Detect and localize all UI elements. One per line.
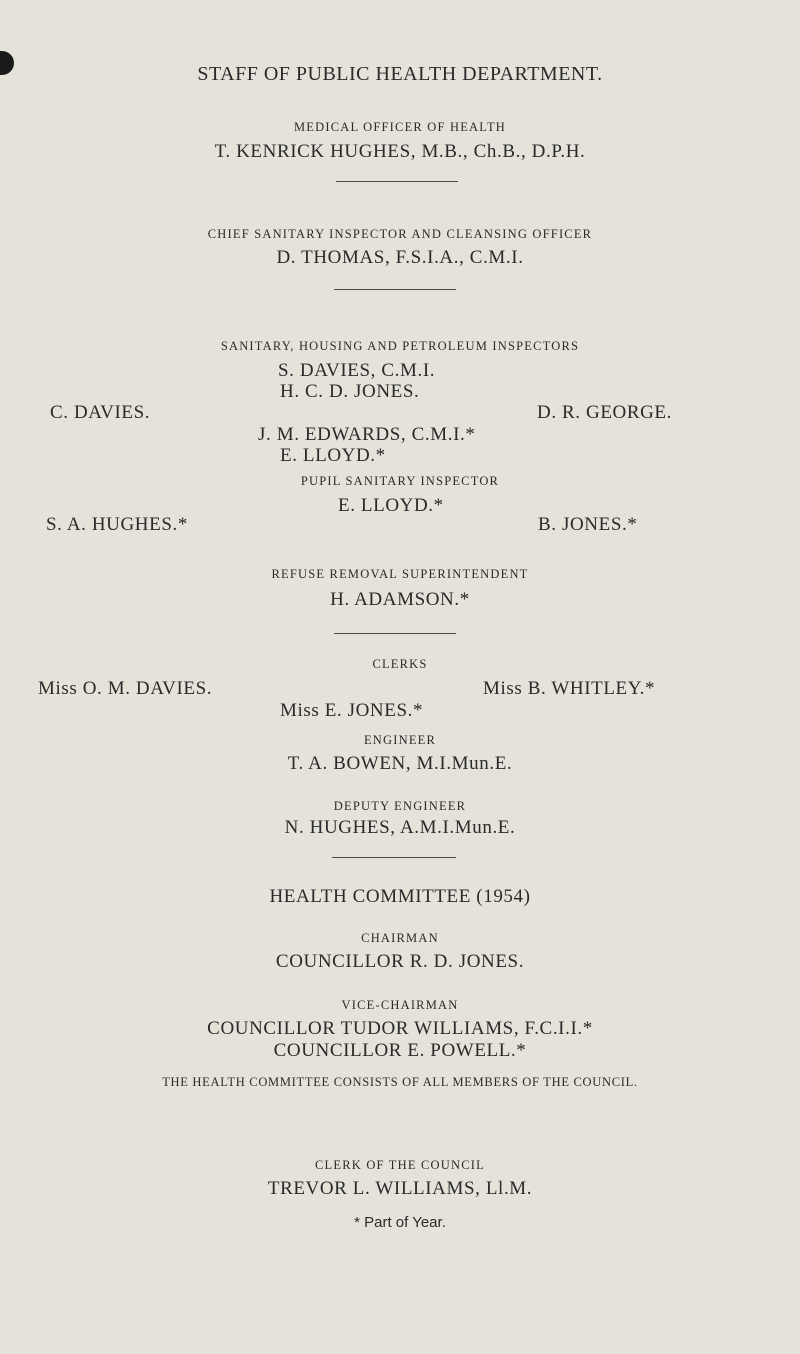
inspector-name: H. C. D. JONES.: [280, 381, 420, 402]
council-clerk-name: TREVOR L. WILLIAMS, Ll.M.: [267, 1178, 533, 1199]
chair-label: CHAIRMAN: [361, 931, 439, 945]
deputy-name: N. HUGHES, A.M.I.Mun.E.: [284, 817, 516, 838]
divider: [336, 181, 458, 182]
engineer-label: ENGINEER: [363, 733, 437, 747]
inspector-name: D. R. GEORGE.: [537, 402, 672, 423]
pupil-name: E. LLOYD.*: [338, 495, 444, 516]
engineer-name: T. A. BOWEN, M.I.Mun.E.: [287, 753, 513, 774]
chair-name: COUNCILLOR R. D. JONES.: [275, 951, 525, 972]
committee-note: THE HEALTH COMMITTEE CONSISTS OF ALL MEMBERS OF THE COUNCIL.: [162, 1075, 638, 1089]
vice-name: COUNCILLOR TUDOR WILLIAMS, F.C.I.I.*: [207, 1018, 593, 1039]
pupil-label: PUPIL SANITARY INSPECTOR: [300, 474, 500, 488]
moh-name: T. KENRICK HUGHES, M.B., Ch.B., D.P.H.: [214, 141, 586, 162]
pupil-name: S. A. HUGHES.*: [46, 514, 188, 535]
inspector-name: J. M. EDWARDS, C.M.I.*: [258, 424, 476, 445]
clerk-name: Miss B. WHITLEY.*: [483, 678, 656, 699]
divider: [334, 289, 456, 290]
csi-name: D. THOMAS, F.S.I.A., C.M.I.: [276, 247, 524, 268]
divider: [332, 857, 456, 858]
vice-label: VICE-CHAIRMAN: [341, 998, 459, 1012]
refuse-label: REFUSE REMOVAL SUPERINTENDENT: [271, 567, 529, 581]
vice-name: COUNCILLOR E. POWELL.*: [273, 1040, 527, 1061]
deputy-label: DEPUTY ENGINEER: [333, 799, 467, 813]
moh-label: MEDICAL OFFICER OF HEALTH: [293, 120, 507, 134]
refuse-name: H. ADAMSON.*: [330, 589, 470, 610]
clerks-label: CLERKS: [372, 657, 428, 671]
inspectors-label: SANITARY, HOUSING AND PETROLEUM INSPECTORS: [220, 339, 580, 353]
divider: [334, 633, 456, 634]
committee-heading: HEALTH COMMITTEE (1954): [269, 886, 531, 907]
clerk-name: Miss O. M. DAVIES.: [38, 678, 213, 699]
inspector-name: E. LLOYD.*: [280, 445, 386, 466]
inspector-name: S. DAVIES, C.M.I.: [278, 360, 436, 381]
csi-label: CHIEF SANITARY INSPECTOR AND CLEANSING OFFICER: [207, 227, 593, 241]
pupil-name: B. JONES.*: [538, 514, 638, 535]
page-title: STAFF OF PUBLIC HEALTH DEPARTMENT.: [197, 63, 603, 85]
clerk-name: Miss E. JONES.*: [280, 700, 424, 721]
inspector-name: C. DAVIES.: [50, 402, 151, 423]
council-clerk-label: CLERK OF THE COUNCIL: [315, 1158, 485, 1172]
footnote: * Part of Year.: [354, 1214, 446, 1231]
